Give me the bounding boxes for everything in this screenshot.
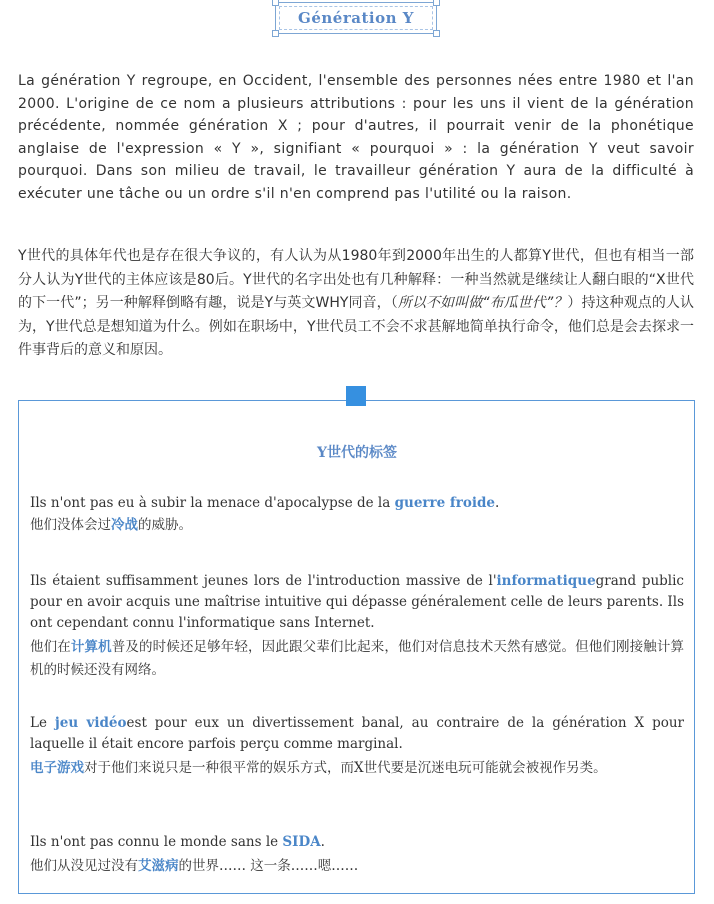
tag-zh-text: 普及的时候还足够年轻，因此跟父辈们比起来，他们对信息技术天然有感觉。但他们刚接触计算机的时候还没有网络。 [30, 639, 685, 678]
frame-corner [272, 30, 279, 37]
tag-fr [30, 832, 684, 853]
page-title: Génération Y [298, 9, 414, 27]
tag-item [30, 713, 684, 780]
tag-zh [30, 757, 684, 780]
tag-zh-text: 他们从没见过没有 [30, 858, 138, 874]
tag-zh-text: 他们在 [30, 639, 71, 655]
tag-fr [30, 493, 684, 514]
frame-corner [433, 30, 440, 37]
tag-fr-keyword: informatique [496, 573, 596, 589]
tag-item [30, 493, 684, 537]
tag-fr-text: Ils étaient suffisamment jeunes lors de l'introduction massive de l' [30, 573, 497, 589]
tag-fr [30, 571, 684, 634]
box-marker [346, 386, 366, 406]
tag-zh-keyword: 计算机 [70, 639, 112, 655]
tag-fr-text: Le [30, 715, 55, 731]
tag-zh-keyword: 艾滋病 [138, 858, 179, 874]
tag-fr-text: Ils n'ont pas eu à subir la menace d'apocalypse de la [30, 495, 395, 511]
intro-zh-italic: 所以不如叫做“布瓜世代”？ [397, 295, 568, 311]
intro-paragraph-fr: La génération Y regroupe, en Occident, l'ensemble des personnes nées entre 1980 et l'an 2000. L'origine de ce nom a plusieurs attributions : pour les uns il vient de la génération précédente, nommée génération X ; pour d'autres, il pourrait venir de la phonétique anglaise de l'expression « Y », signifiant « pourquoi » : la génération Y veut savoir pourquoi. Dans son milieu de travail, le travailleur génération Y aura de la difficulté à exécuter une tâche ou un ordre s'il n'en comprend pas l'utilité ou la raison. [18, 73, 694, 202]
header [0, 0, 714, 40]
tag-item [30, 571, 684, 682]
intro-zh-part2: ）持这种观点的人认为，Y世代总是想知道为什么。例如在职场中，Y世代员工不会不求甚解地简单执行命令，他们总是会去探求一件事背后的意义和原因。 [18, 295, 694, 358]
intro-paragraph-zh [18, 245, 694, 363]
tag-fr-text: est pour eux un divertissement banal, au contraire de la génération X pour laquelle il était encore parfois perçu comme marginal. [30, 715, 684, 752]
tag-fr-text: . [320, 834, 325, 850]
tag-zh-text: 他们没体会过 [30, 517, 111, 533]
tag-zh-keyword: 电子游戏 [30, 760, 84, 776]
intro-zh-part1: Y世代的具体年代也是存在很大争议的，有人认为从1980年到2000年出生的人都算Y世代，但也有相当一部分人认为Y世代的主体应该是80后。Y世代的名字出处也有几种解释：一种当然就是继续让人翻白眼的“X世代的下一代”；另一种解释倒略有趣，说是Y与英文WHY同音，（ [18, 248, 694, 311]
title-frame [275, 2, 437, 34]
tag-item [30, 832, 684, 878]
tag-zh-text: 的世界…… 这一条……嗯…… [178, 858, 359, 874]
tag-fr [30, 713, 684, 755]
tag-zh [30, 514, 684, 537]
tag-zh-keyword: 冷战 [111, 517, 138, 533]
tags-title: Y世代的标签 [317, 445, 397, 461]
tag-zh [30, 636, 684, 682]
tag-fr-keyword: guerre froide [394, 495, 496, 511]
frame-corner [272, 0, 279, 6]
tag-fr-keyword: SIDA [282, 834, 321, 850]
tag-zh [30, 855, 684, 878]
tag-fr-text: . [495, 495, 500, 511]
tag-zh-text: 对于他们来说只是一种很平常的娱乐方式，而X世代要是沉迷电玩可能就会被视作另类。 [84, 760, 607, 776]
tag-fr-keyword: jeu vidéo [54, 715, 127, 731]
frame-corner [433, 0, 440, 6]
tag-zh-text: 的威胁。 [138, 517, 192, 533]
tag-fr-text: grand public pour en avoir acquis une maîtrise intuitive qui dépasse généralement celle de leurs parents. Ils ont cependant connu l'informatique sans Internet. [30, 573, 685, 631]
tag-fr-text: Ils n'ont pas connu le monde sans le [30, 834, 283, 850]
